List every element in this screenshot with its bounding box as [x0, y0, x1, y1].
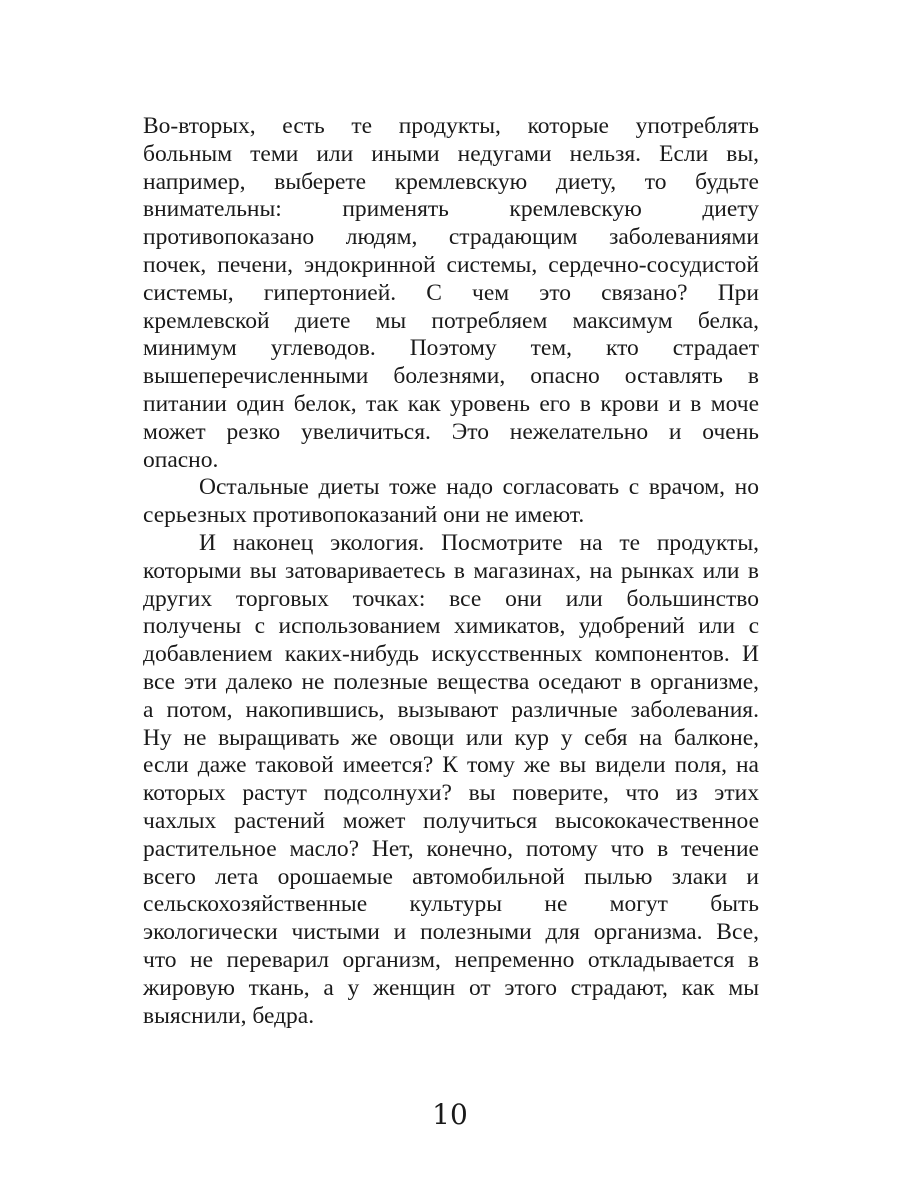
text-line: И наконец экология. Посмотрите на те продукты,	[199, 529, 759, 556]
text-line: почек, печени, эндокринной системы, сердечно-сосудистой	[143, 251, 759, 278]
text-line: растительное масло? Нет, конечно, потому что в течение	[143, 835, 759, 862]
text-line: опасно.	[143, 446, 219, 473]
text-line: которых растут подсолнухи? вы поверите, что из этих	[143, 780, 759, 807]
text-line: кремлевской диете мы потребляем максимум белка,	[143, 307, 759, 334]
text-line: выяснили, бедра.	[143, 1002, 315, 1029]
text-line: сельскохозяйственные культуры не могут быть	[143, 891, 759, 918]
text-line: всего лета орошаемые автомобильной пылью злаки и	[143, 863, 759, 890]
text-line: получены с использованием химикатов, удобрений или с	[143, 613, 759, 640]
paragraph-2	[143, 474, 759, 530]
text-line: если даже таковой имеется? К тому же вы видели поля, на	[143, 752, 759, 779]
text-line: все эти далеко не полезные вещества оседают в организме,	[143, 668, 759, 695]
text-line: больным теми или иными недугами нельзя. Если вы,	[143, 140, 759, 167]
text-line: чахлых растений может получиться высококачественное	[143, 807, 759, 834]
paragraph-1	[143, 113, 759, 474]
text-line: жировую ткань, а у женщин от этого страдают, как мы	[143, 974, 759, 1001]
text-line: Остальные диеты тоже надо согласовать с врачом, но	[199, 474, 759, 501]
text-line: добавлением каких-нибудь искусственных компонентов. И	[143, 641, 759, 668]
text-line: внимательны: применять кремлевскую диету	[143, 196, 759, 223]
text-line: что не переварил организм, непременно откладывается в	[143, 946, 759, 973]
text-line: которыми вы затовариваетесь в магазинах, на рынках или в	[143, 557, 759, 584]
text-line: системы, гипертонией. С чем это связано? При	[143, 279, 759, 306]
text-line: а потом, накопившись, вызывают различные заболевания.	[143, 696, 759, 723]
text-line: противопоказано людям, страдающим заболеваниями	[143, 224, 759, 251]
text-line: Во-вторых, есть те продукты, которые употреблять	[143, 113, 759, 139]
text-line: например, выберете кремлевскую диету, то будьте	[143, 168, 759, 195]
body-text	[143, 113, 759, 1030]
page-number: 10	[432, 1098, 468, 1131]
text-line: Ну не выращивать же овощи или кур у себя на балконе,	[143, 724, 759, 751]
paragraph-3	[143, 530, 759, 1030]
text-line: других торговых точках: все они или большинство	[143, 585, 759, 612]
text-line: минимум углеводов. Поэтому тем, кто страдает	[143, 335, 759, 362]
text-line: вышеперечисленными болезнями, опасно оставлять в	[143, 363, 759, 390]
text-line: может резко увеличиться. Это нежелательно и очень	[143, 418, 759, 445]
text-line: питании один белок, так как уровень его в крови и в моче	[143, 390, 759, 417]
text-line: серьезных противопоказаний они не имеют.	[143, 502, 585, 529]
text-line: экологически чистыми и полезными для организма. Все,	[143, 919, 759, 946]
